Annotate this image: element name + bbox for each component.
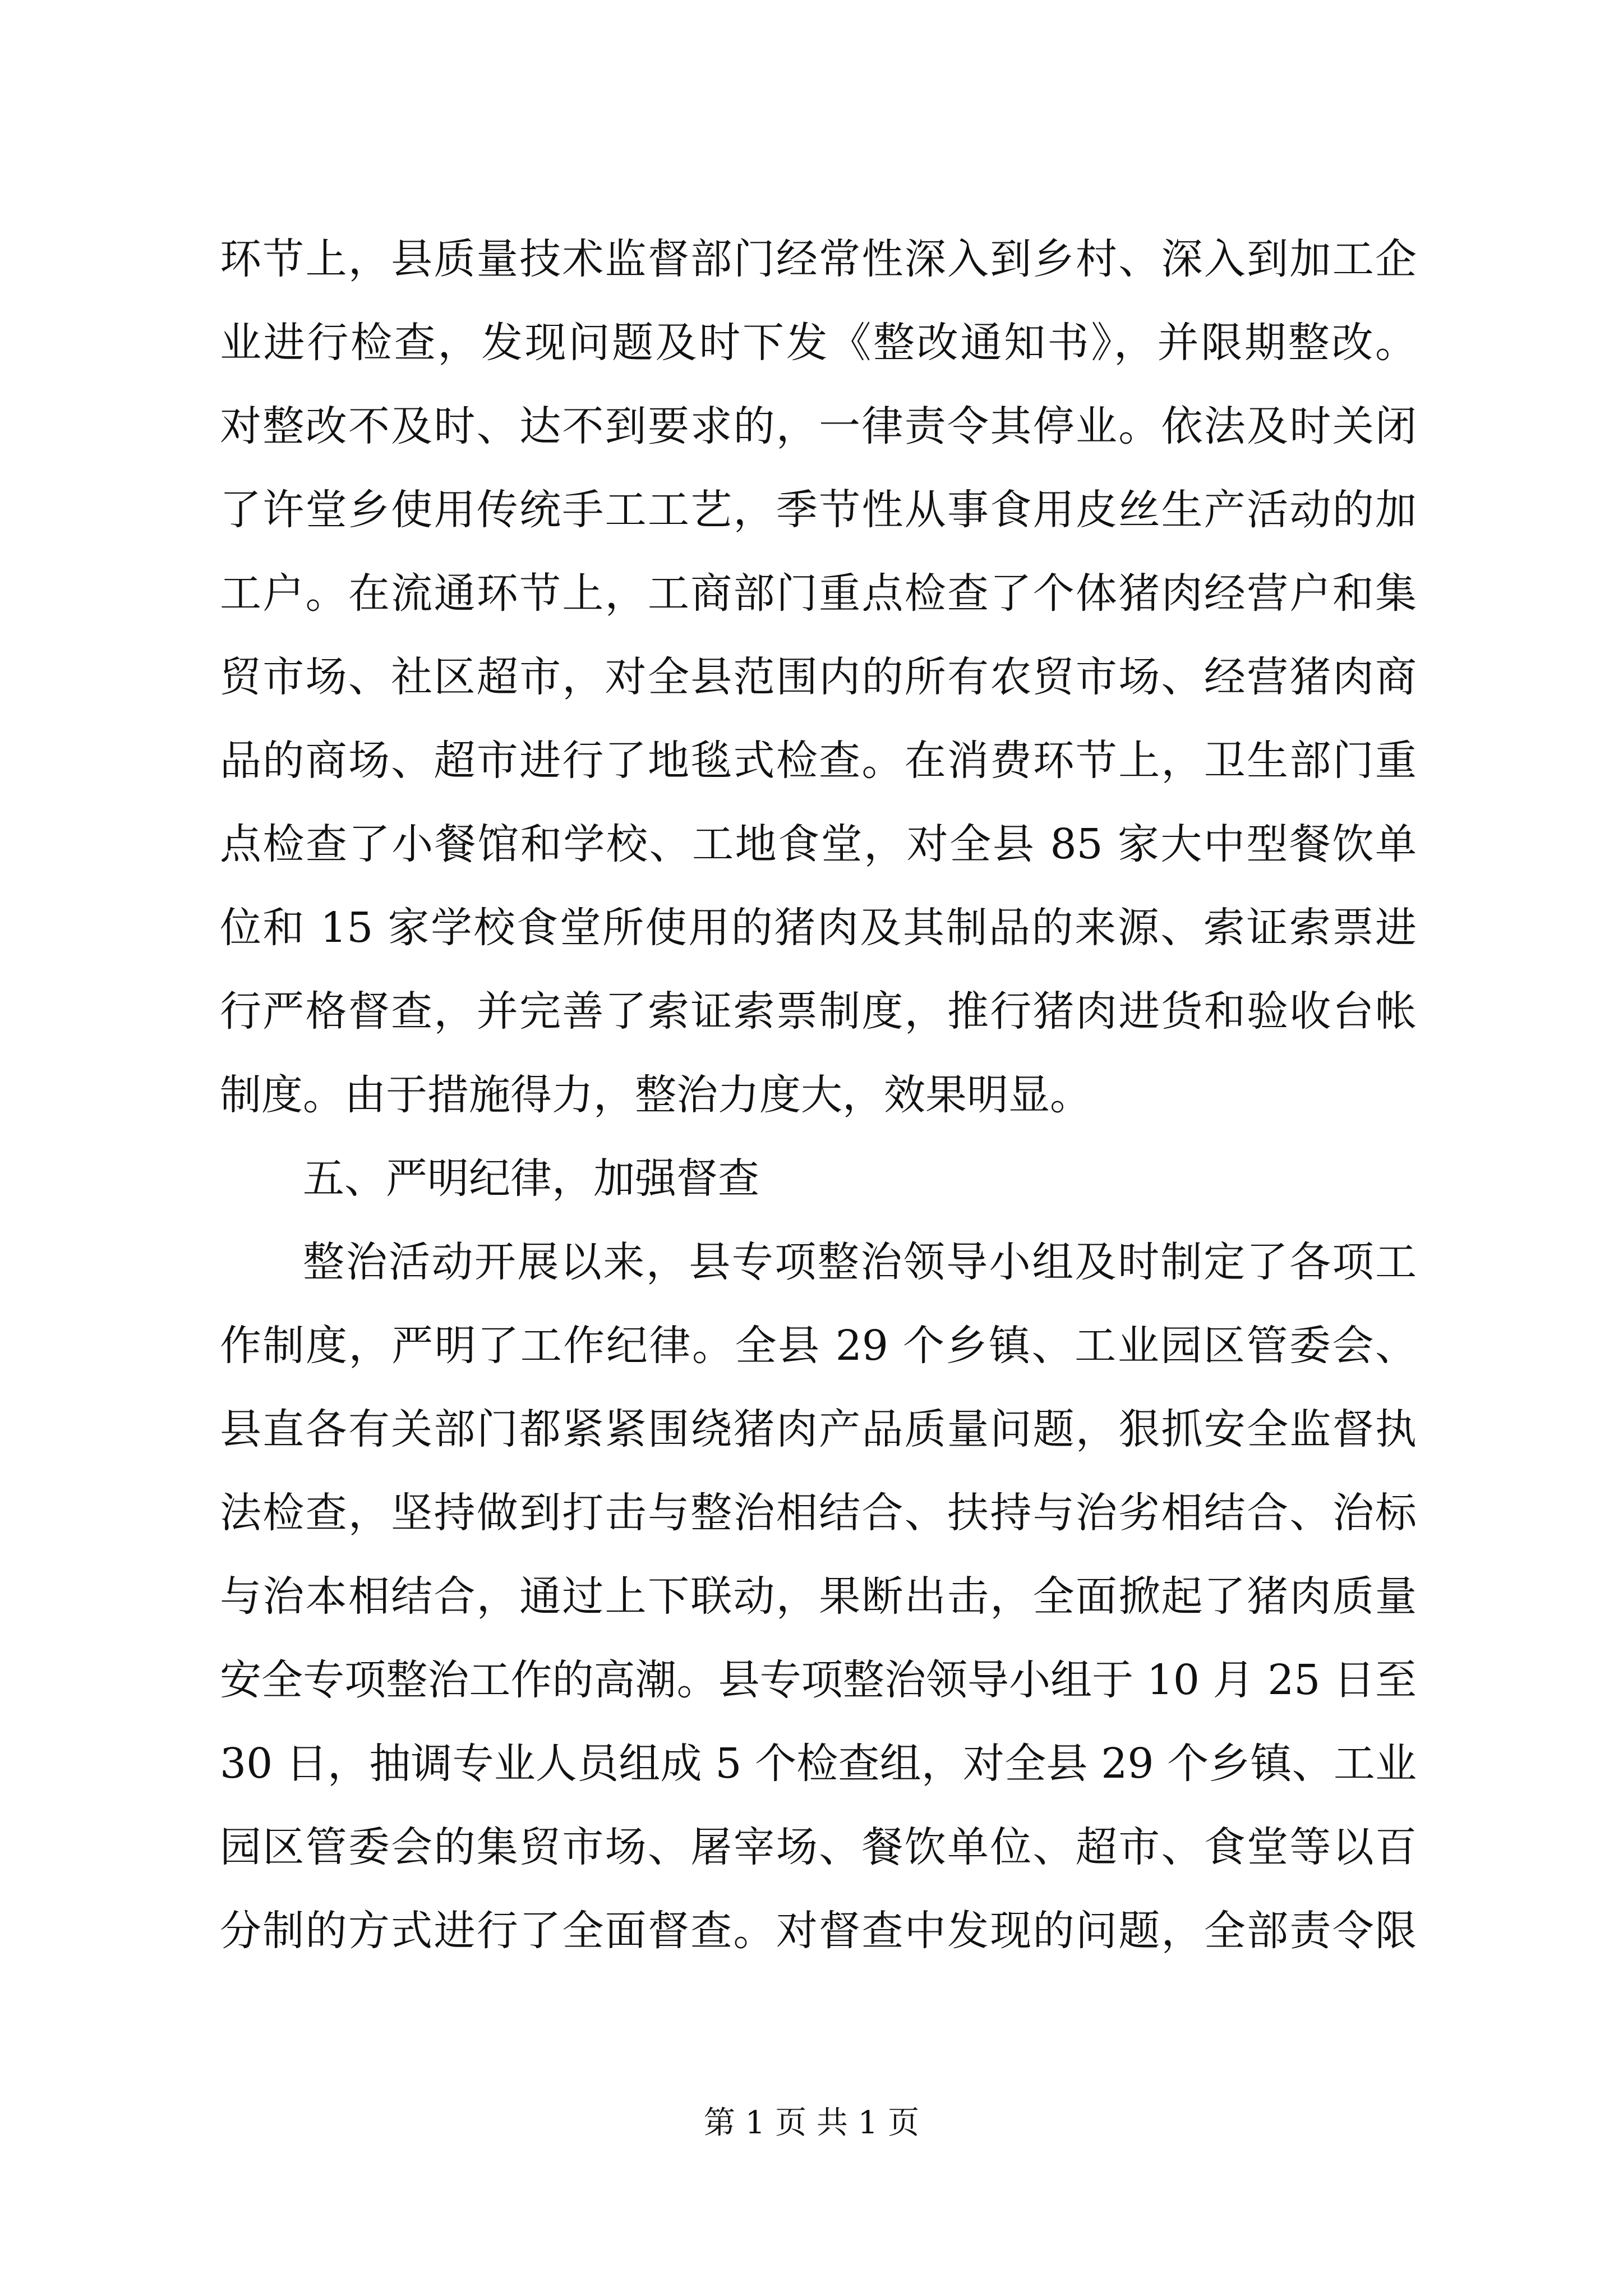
text-line: 品的商场、超市进行了地毯式检查。在消费环节上，卫生部门重	[220, 737, 1417, 785]
text-line: 工户。在流通环节上，工商部门重点检查了个体猪肉经营户和集	[220, 569, 1417, 618]
text-line: 对整改不及时、达不到要求的，一律责令其停业。依法及时关闭	[220, 402, 1417, 450]
text-line: 与治本相结合，通过上下联动，果断出击，全面掀起了猪肉质量	[220, 1572, 1417, 1621]
text-line: 园区管委会的集贸市场、屠宰场、餐饮单位、超市、食堂等以百	[220, 1823, 1417, 1871]
page-footer: 第 1 页 共 1 页	[703, 2105, 920, 2141]
text-line: 点检查了小餐馆和学校、工地食堂，对全县 85 家大中型餐饮单	[220, 820, 1417, 868]
body-text	[220, 218, 1417, 1973]
text-line: 行严格督查，并完善了索证索票制度，推行猪肉进货和验收台帐	[220, 987, 1417, 1036]
text-line: 安全专项整治工作的高潮。县专项整治领导小组于 10 月 25 日至	[220, 1656, 1417, 1704]
text-line: 县直各有关部门都紧紧围绕猪肉产品质量问题，狠抓安全监督执	[220, 1405, 1417, 1453]
text-line: 30 日，抽调专业人员组成 5 个检查组，对全县 29 个乡镇、工业	[220, 1740, 1417, 1788]
text-line: 整治活动开展以来，县专项整治领导小组及时制定了各项工	[303, 1238, 1417, 1286]
section-heading: 五、严明纪律，加强督查	[303, 1154, 759, 1203]
text-line: 位和 15 家学校食堂所使用的猪肉及其制品的来源、索证索票进	[220, 904, 1417, 952]
text-line: 了许堂乡使用传统手工工艺，季节性从事食用皮丝生产活动的加	[220, 486, 1417, 534]
text-line: 作制度，严明了工作纪律。全县 29 个乡镇、工业园区管委会、	[220, 1322, 1417, 1370]
text-line: 制度。由于措施得力，整治力度大，效果明显。	[220, 1071, 1091, 1119]
text-line: 法检查，坚持做到打击与整治相结合、扶持与治劣相结合、治标	[220, 1489, 1417, 1537]
text-line: 环节上，县质量技术监督部门经常性深入到乡村、深入到加工企	[220, 235, 1417, 283]
text-line: 分制的方式进行了全面督查。对督查中发现的问题，全部责令限	[220, 1907, 1417, 1955]
text-line: 贸市场、社区超市，对全县范围内的所有农贸市场、经营猪肉商	[220, 653, 1417, 701]
text-line: 业进行检查，发现问题及时下发《整改通知书》，并限期整改。	[220, 319, 1417, 367]
